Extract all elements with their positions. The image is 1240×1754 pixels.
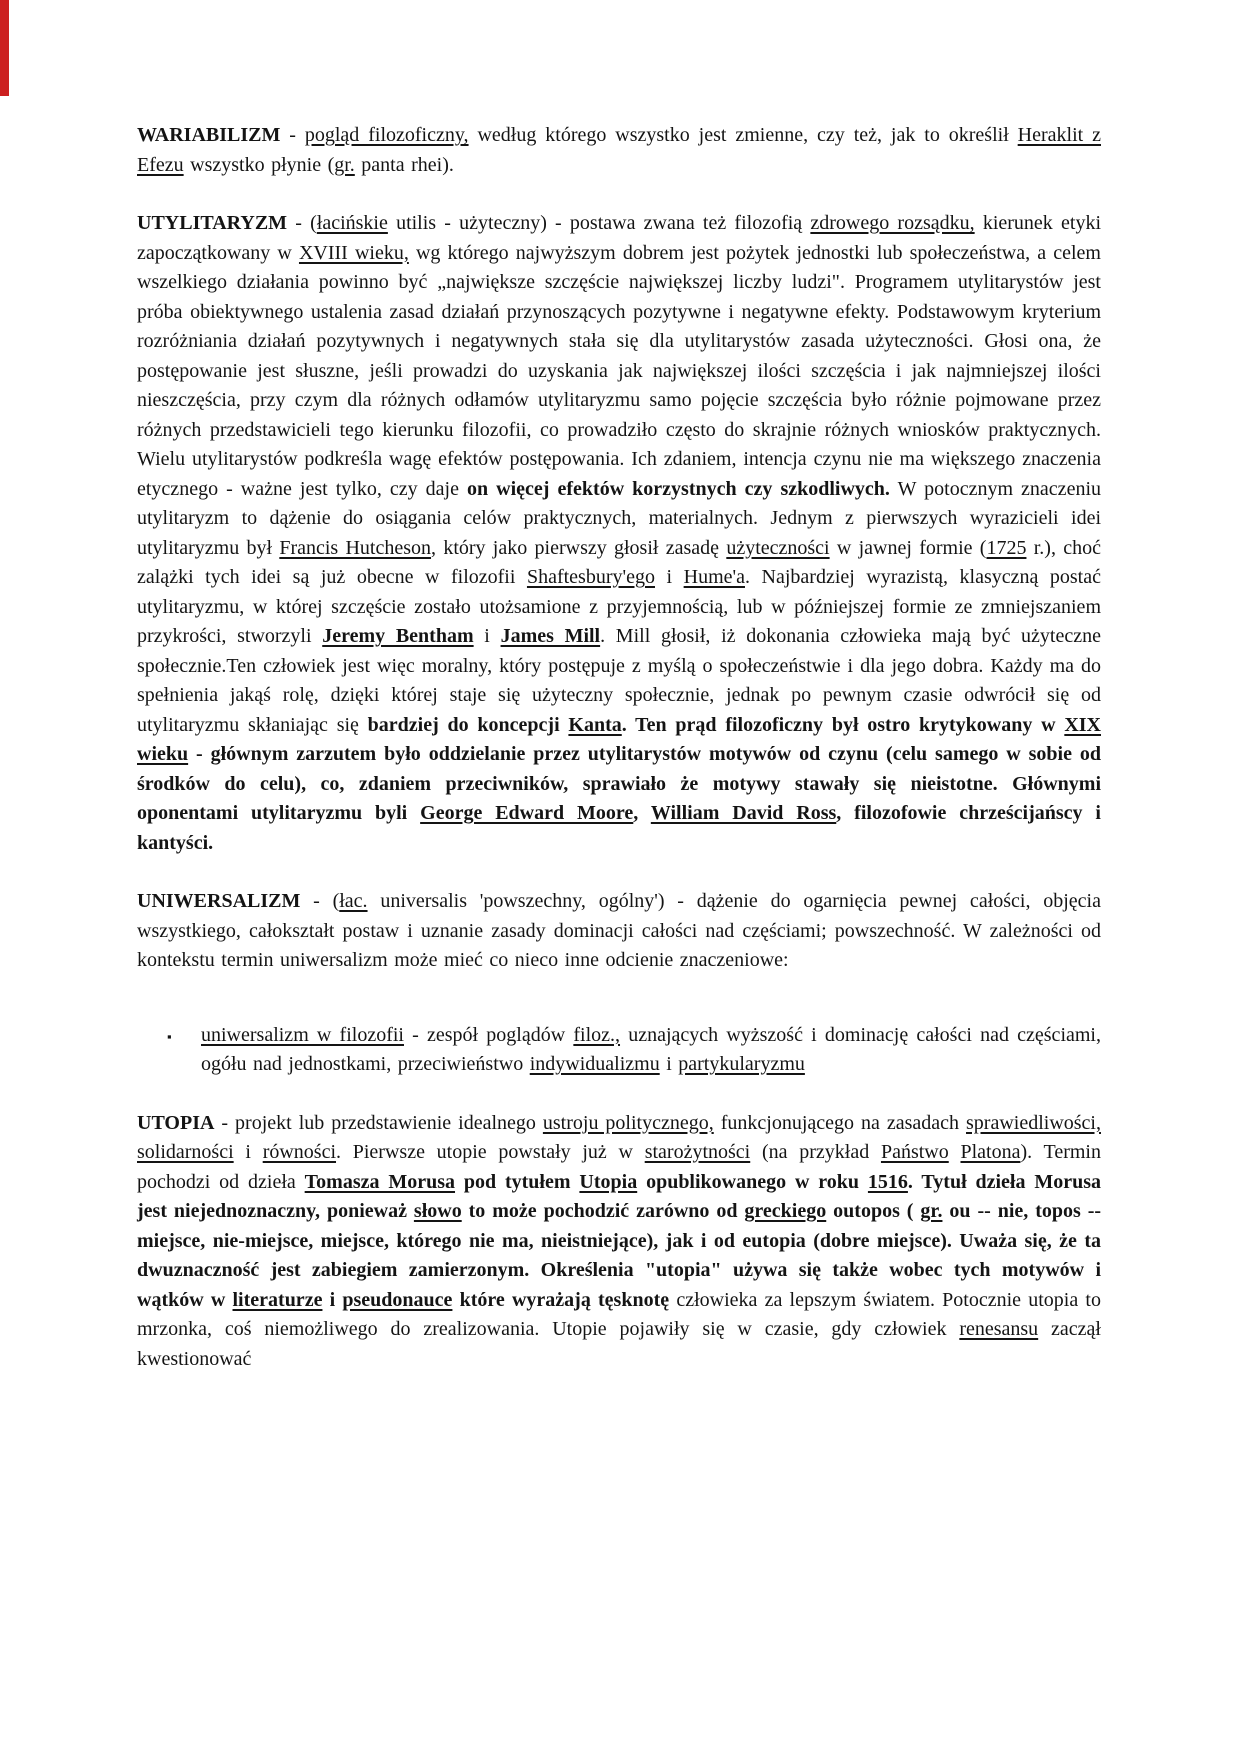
- bold-text: WARIABILIZM: [137, 124, 281, 146]
- underlined-text: XVIII wieku,: [298, 241, 409, 264]
- bold-text: ou -- nie, topos -- miejsce, nie-miejsce, miejsce, którego nie ma, nieistniejące), jak i od eutopia (dobre miejsce). Uważa się, że ta dwuznaczność jest zabiegiem zamierzonym. Określenia "utopia" używa się także wobec tych motywów i wątków w: [137, 1200, 1102, 1311]
- bold-text: UTYLITARYZM: [137, 212, 288, 234]
- document-body: [137, 121, 1101, 1374]
- text-run: funkcjonującego na zasadach: [713, 1111, 967, 1134]
- underlined-text: łac.: [339, 890, 368, 912]
- bullet-marker-icon: ▪: [167, 1028, 172, 1044]
- underlined-text: pogląd filozoficzny,: [304, 124, 469, 146]
- text-run: - (: [300, 890, 340, 912]
- underlined-text: Hume'a: [683, 566, 745, 588]
- bold-text: i: [322, 1288, 343, 1311]
- underlined-text: William David Ross: [650, 802, 837, 824]
- text-run: zaczął kwestionować: [137, 1318, 1101, 1370]
- underlined-text: George Edward Moore: [420, 802, 634, 824]
- text-run: [949, 1141, 961, 1163]
- bold-text: które wyrażają tęsknotę: [452, 1288, 670, 1311]
- text-run: wg którego najwyższym dobrem jest pożytek jednostki lub społeczeństwa, a celem wszelkiego działania powinno być „największe szczęście największej liczby ludzi". Programem utylitarystów jest próba obiektywnego ustalenia zasad działań przynoszących pozytywne i negatywne efekty. Podstawowym kryterium rozróżniania działań pozytywnych i negatywnych stała się dla utylitarystów zasada użyteczności. Głosi ona, że postępowanie jest słuszne, jeśli prowadzi do uzyskania jak największej ilości szczęścia i jak najmniejszej ilości nieszczęścia, przy czym dla różnych odłamów utylitaryzmu samo pojęcie szczęścia było różnie pojmowane przez różnych przedstawicieli tego kierunku filozofii, co prowadziło często do skrajnie różnych wniosków praktycznych. Wielu utylitarystów podkreśla wagę efektów postępowania. Ich zdaniem, intencja czynu nie ma większego znaczenia etycznego - ważne jest tylko, czy daje: [137, 241, 1101, 500]
- underlined-text: użyteczności: [726, 536, 830, 559]
- text-run: panta rhei).: [354, 153, 454, 176]
- bold-text: . Ten prąd filozoficzny był ostro krytykowany w: [621, 713, 1065, 736]
- underlined-text: greckiego: [744, 1200, 827, 1222]
- text-run: kierunek etyki zapoczątkowany w: [137, 212, 1101, 264]
- underlined-text: filoz.,: [573, 1023, 621, 1046]
- text-run: . Mill głosił, iż dokonania człowieka mają być użyteczne społecznie.Ten człowiek jest więc moralny, który postępuje z myślą o społeczeństwie i dla jego dobra. Każdy ma do spełnienia jakąś rolę, dzięki której staje się użyteczny społecznie, jednak po pewnym czasie odwrócił się od utylitaryzmu skłaniając się: [137, 625, 1101, 736]
- underlined-text: równości: [262, 1141, 337, 1163]
- text-run: i: [654, 566, 684, 588]
- underlined-text: partykularyzmu: [678, 1053, 805, 1075]
- underlined-text: Heraklit z Efezu: [137, 124, 1101, 176]
- underlined-text: 1516: [867, 1170, 908, 1193]
- bold-text: outopos (: [826, 1200, 921, 1222]
- text-run: uznających wyższość i dominację całości nad częściami, ogółu nad jednostkami, przeciwieństwo: [201, 1023, 1101, 1075]
- text-run: człowieka za lepszym światem. Potocznie utopia to mrzonka, coś niemożliwego do zrealizowania. Utopie pojawiły się w czasie, gdy człowiek: [137, 1288, 1101, 1340]
- text-run: - projekt lub przedstawienie idealnego: [214, 1111, 543, 1134]
- underlined-text: Utopia: [579, 1170, 638, 1193]
- underlined-text: Państwo: [880, 1141, 949, 1163]
- bold-text: , filozofowie chrześcijańscy i kantyści.: [137, 802, 1101, 854]
- underlined-text: Tomasza Morusa: [304, 1170, 456, 1193]
- bold-text: to może pochodzić zarówno od: [461, 1200, 745, 1222]
- underlined-text: renesansu: [959, 1318, 1039, 1340]
- text-run: i: [473, 625, 501, 647]
- underlined-text: 1725: [986, 536, 1027, 559]
- text-run: (na przykład: [750, 1141, 881, 1163]
- text-run: W potocznym znaczeniu utylitaryzm to dążenie do osiągania celów praktycznych, materialnych. Jednym z pierwszych wyrazicieli idei utylitaryzmu był: [137, 477, 1101, 559]
- text-run: ). Termin pochodzi od dzieła: [137, 1141, 1101, 1193]
- underlined-text: solidarności: [137, 1141, 234, 1163]
- underlined-text: Kanta: [568, 713, 622, 736]
- text-run: wszystko płynie (: [183, 153, 335, 176]
- text-run: w jawnej formie (: [829, 536, 987, 559]
- bold-text: UNIWERSALIZM: [137, 890, 301, 912]
- underlined-text: uniwersalizm w filozofii: [201, 1023, 404, 1046]
- bold-text: - głównym zarzutem było oddzielanie przez utylitarystów motywów od czynu (celu samego w sobie od środków do celu), co, zdaniem przeciwników, sprawiało że motywy stawały się nieistotne. Głównymi oponentami utylitaryzmu byli: [137, 743, 1101, 824]
- bold-text: on więcej efektów korzystnych czy szkodliwych.: [467, 477, 890, 500]
- text-run: i: [233, 1141, 263, 1163]
- paragraph: [137, 121, 1101, 180]
- bold-text: UTOPIA: [137, 1111, 215, 1134]
- underlined-text: łacińskie: [316, 212, 388, 234]
- paragraph: [137, 1109, 1101, 1375]
- underlined-text: ustroju politycznego,: [542, 1111, 714, 1134]
- text-run: według którego wszystko jest zmienne, czy też, jak to określił: [468, 124, 1018, 146]
- underlined-text: literaturze: [232, 1288, 323, 1311]
- bold-text: bardziej do koncepcji: [367, 713, 569, 736]
- underlined-text: sprawiedliwości,: [966, 1111, 1101, 1134]
- text-run: . Pierwsze utopie powstały już w: [336, 1141, 645, 1163]
- underlined-text: gr.: [920, 1200, 943, 1222]
- bullet-item: [167, 1021, 1101, 1080]
- text-run: utilis - użyteczny) - postawa zwana też filozofią: [387, 212, 811, 234]
- underlined-text: pseudonauce: [342, 1288, 453, 1311]
- paragraph: [137, 209, 1101, 858]
- text-run: . Najbardziej wyrazistą, klasyczną postać utylitaryzmu, w której szczęście zostało utożsamione z przyjemnością, lub w późniejszej formie ze zmniejszaniem przykrości, stworzyli: [137, 566, 1101, 647]
- text-run: universalis 'powszechny, ogólny') - dążenie do ogarnięcia pewnej całości, objęcia wszystkiego, całokształt postaw i uznanie zasady dominacji całości nad częściami; powszechność. W zależności od kontekstu termin uniwersalizm może mieć co nieco inne odcienie znaczeniowe:: [137, 890, 1101, 971]
- underlined-text: starożytności: [644, 1141, 751, 1163]
- text-run: i: [659, 1053, 679, 1075]
- underlined-text: Francis Hutcheson: [279, 536, 432, 559]
- text-run: - zespół poglądów: [403, 1023, 574, 1046]
- text-run: -: [280, 124, 305, 146]
- underlined-text: Platona: [960, 1141, 1021, 1163]
- bold-text: pod tytułem: [455, 1170, 580, 1193]
- underlined-text: Shaftesbury'ego: [526, 566, 655, 588]
- underlined-text: James Mill: [500, 625, 601, 647]
- text-run: r.), choć zalążki tych idei są już obecne w filozofii: [137, 536, 1101, 588]
- paragraph: [137, 887, 1101, 976]
- bold-text: . Tytuł dzieła Morusa jest niejednoznaczny, ponieważ: [137, 1170, 1102, 1222]
- text-run: , który jako pierwszy głosił zasadę: [431, 536, 727, 559]
- bold-text: ,: [633, 802, 651, 824]
- underlined-text: Jeremy Bentham: [322, 625, 474, 647]
- underlined-text: XIX wieku: [137, 713, 1101, 765]
- text-run: - (: [287, 212, 317, 234]
- underlined-text: indywidualizmu: [529, 1053, 660, 1075]
- underlined-text: gr.: [334, 153, 355, 176]
- underlined-text: słowo: [413, 1200, 462, 1222]
- underlined-text: zdrowego rozsądku,: [810, 212, 975, 234]
- bold-text: opublikowanego w roku: [637, 1170, 868, 1193]
